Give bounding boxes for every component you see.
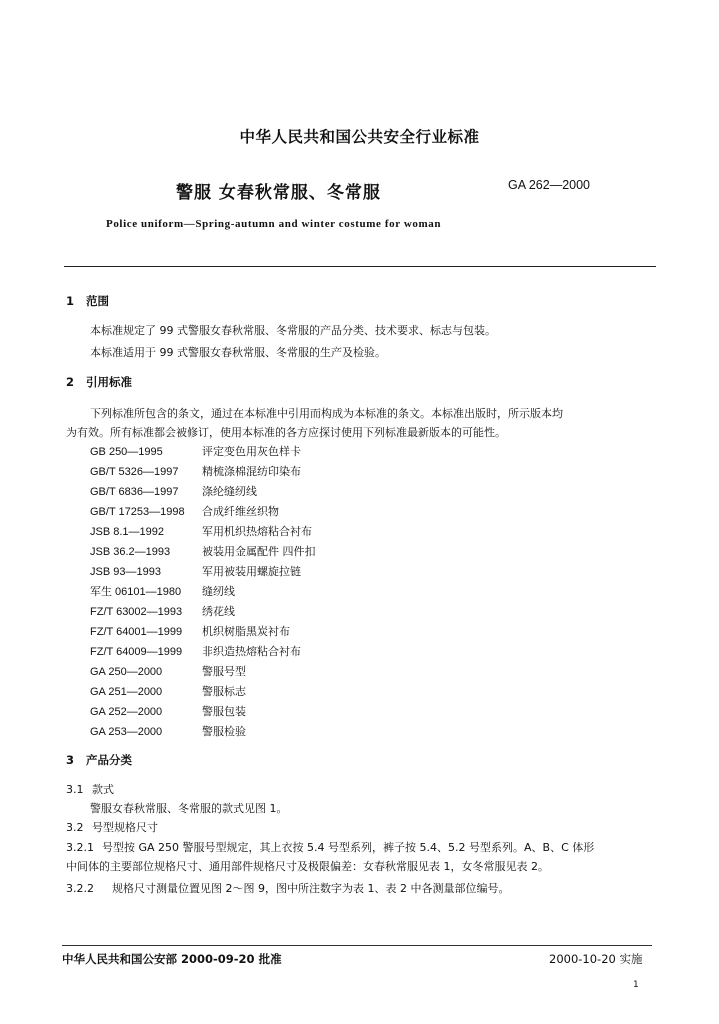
subsection-3-2-1-line-2: 中间体的主要部位规格尺寸、通用部件规格尺寸及极限偏差：女春秋常服见表 1，女冬常服见表 2。 (66, 860, 549, 873)
reference-code: GB/T 6836—1997 (90, 486, 179, 498)
subsection-text: 号型按 GA 250 警服号型规定，其上衣按 5.4 号型系列，裤子按 5.4、5.2 号型系列。A、B、C 体形 (102, 841, 595, 854)
reference-code: JSB 93—1993 (90, 566, 161, 578)
reference-code: FZ/T 64001—1999 (90, 626, 183, 638)
reference-item (90, 463, 301, 479)
reference-code: FZ/T 64009—1999 (90, 646, 183, 658)
reference-code: GA 251—2000 (90, 686, 163, 698)
reference-code: GA 253—2000 (90, 726, 163, 738)
reference-item (90, 543, 316, 559)
reference-code: JSB 8.1—1992 (90, 526, 164, 538)
reference-code: GB/T 17253—1998 (90, 506, 185, 518)
reference-name: 警服包装 (202, 705, 246, 718)
reference-code: FZ/T 63002—1993 (90, 606, 183, 618)
effective-date: 2000-10-20 实施 (549, 952, 643, 966)
reference-code: GA 250—2000 (90, 666, 163, 678)
subsection-title: 款式 (92, 783, 114, 796)
reference-name: 警服号型 (202, 665, 246, 678)
reference-item (90, 663, 246, 679)
header-divider (64, 266, 656, 267)
reference-item (90, 443, 301, 459)
reference-name: 被装用金属配件 四件扣 (202, 545, 316, 558)
subsection-3-2-2 (66, 880, 509, 896)
reference-name: 合成纤维丝织物 (202, 505, 279, 518)
subsection-text: 规格尺寸测量位置见图 2～图 9，图中所注数字为表 1、表 2 中各测量部位编号。 (112, 882, 510, 895)
reference-code: JSB 36.2—1993 (90, 546, 171, 558)
page-number: 1 (633, 980, 639, 990)
reference-name: 缝纫线 (202, 585, 235, 598)
subsection-number: 3.2.2 (66, 882, 94, 895)
reference-item (90, 483, 257, 499)
subsection-number: 3.1 (66, 783, 84, 796)
section-1-para-2: 本标准适用于 99 式警服女春秋常服、冬常服的生产及检验。 (90, 346, 386, 359)
reference-item (90, 643, 301, 659)
section-3-heading (66, 752, 132, 768)
reference-item (90, 703, 246, 719)
reference-name: 警服检验 (202, 725, 246, 738)
reference-name: 涤纶缝纫线 (202, 485, 257, 498)
issue-statement: 中华人民共和国公安部 2000-09-20 批准 (62, 952, 282, 966)
document-code: GA 262—2000 (508, 178, 591, 192)
reference-item (90, 523, 312, 539)
reference-name: 非织造热熔粘合衬布 (202, 645, 301, 658)
reference-name: 绣花线 (202, 605, 235, 618)
subsection-number: 3.2.1 (66, 841, 94, 854)
reference-name: 评定变色用灰色样卡 (202, 445, 301, 458)
subsection-number: 3.2 (66, 821, 84, 834)
subsection-3-2-heading (66, 819, 158, 835)
section-title: 产品分类 (86, 753, 132, 767)
reference-name: 机织树脂黑炭衬布 (202, 625, 290, 638)
subsection-title: 号型规格尺寸 (92, 821, 158, 834)
section-title: 引用标准 (86, 375, 132, 389)
reference-item (90, 623, 290, 639)
section-title: 范围 (86, 294, 109, 308)
document-title-en: Police uniform—Spring-autumn and winter costume for woman (106, 218, 442, 230)
reference-name: 军用被装用螺旋拉链 (202, 565, 301, 578)
reference-name: 精梳涤棉混纺印染布 (202, 465, 301, 478)
reference-code: GB/T 5326—1997 (90, 466, 179, 478)
section-1-heading (66, 293, 109, 309)
section-2-heading (66, 374, 132, 390)
document-title-cn: 警服 女春秋常服、冬常服 (176, 183, 381, 203)
subsection-3-2-1-line-1 (66, 839, 594, 855)
standard-header: 中华人民共和国公共安全行业标准 (239, 128, 480, 146)
section-1-para-1: 本标准规定了 99 式警服女春秋常服、冬常服的产品分类、技术要求、标志与包装。 (90, 324, 496, 337)
reference-code: 军生 06101—1980 (90, 586, 182, 598)
footer-divider (62, 945, 652, 946)
section-number: 2 (66, 375, 75, 389)
subsection-3-1-heading (66, 781, 114, 797)
section-2-para-line-1: 下列标准所包含的条文，通过在本标准中引用而构成为本标准的条文。本标准出版时，所示版本均 (90, 407, 563, 420)
section-number: 1 (66, 294, 75, 308)
reference-item (90, 683, 246, 699)
section-number: 3 (66, 753, 75, 767)
reference-code: GB 250—1995 (90, 446, 163, 458)
reference-item (90, 583, 235, 599)
reference-name: 警服标志 (202, 685, 246, 698)
reference-name: 军用机织热熔粘合衬布 (202, 525, 312, 538)
reference-item (90, 723, 246, 739)
reference-item (90, 563, 301, 579)
subsection-3-1-text: 警服女春秋常服、冬常服的款式见图 1。 (90, 802, 288, 815)
section-2-para-line-2: 为有效。所有标准都会被修订，使用本标准的各方应探讨使用下列标准最新版本的可能性。 (66, 426, 506, 439)
reference-item (90, 603, 235, 619)
reference-code: GA 252—2000 (90, 706, 163, 718)
reference-item (90, 503, 279, 519)
